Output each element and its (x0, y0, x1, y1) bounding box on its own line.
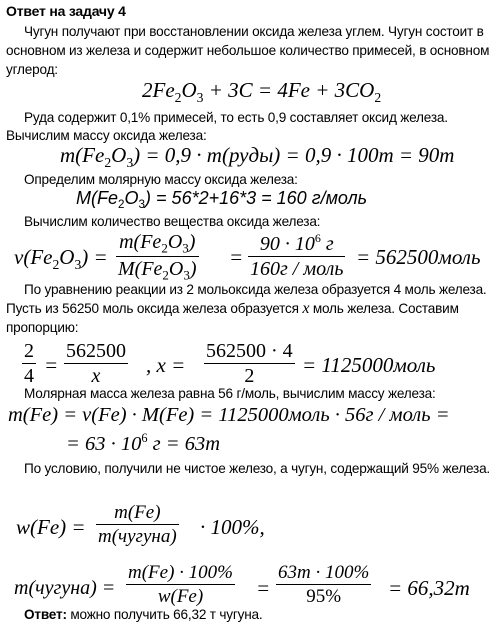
fraction-formula-tail: · 100%, (200, 515, 265, 539)
cast-iron-mass-numeric-numerator: 63m · 100% (278, 562, 370, 583)
fraction-bar (276, 584, 371, 585)
paragraph-cast-iron (6, 459, 494, 478)
fraction-bar (22, 363, 36, 364)
amount-fraction-symbolic (116, 232, 199, 282)
amount-result: = 562500моль (356, 245, 481, 269)
paragraph-mass-text: Вычислим массу оксида железа: (6, 128, 207, 143)
cast-iron-mass-lhs: m(чугуна) = (14, 577, 116, 599)
paragraph-iron-mass (6, 384, 494, 403)
paragraph-proportion-text-end: моль железа. Составим пропорцию: (6, 301, 459, 335)
amount-fraction-numeric-denominator: 160г / моль (250, 257, 344, 280)
proportion-fraction-right (64, 341, 128, 387)
amount-lhs: $\nu(Fe_2O_3)$ = (14, 245, 108, 272)
amount-fraction-numeric-numerator: $90 \cdot 10^6$ г (259, 231, 334, 255)
proportion-left-numerator: 2 (24, 340, 34, 362)
iron-mass-equation-line2: = $63 \cdot 10^6$ г = 63m (66, 431, 221, 455)
paragraph-iron-mass-text: Молярная масса железа равна 56 г/моль, вычислим массу железа: (24, 386, 436, 401)
cast-iron-mass-numeric-denominator: 95% (306, 585, 342, 607)
amount-fraction-symbolic-denominator: $M(Fe_2O_3)$ (118, 258, 197, 283)
paragraph-molar (6, 170, 494, 189)
cast-iron-mass-fraction-symbolic (126, 563, 235, 607)
proportion-right-denominator: x (91, 365, 101, 387)
fraction-bar (248, 256, 345, 257)
answer-label: Ответ: (24, 607, 67, 622)
fraction-bar (96, 524, 179, 525)
proportion-solution-numerator: 562500 · 4 (206, 340, 293, 362)
proportion-solution-denominator: 2 (244, 365, 255, 387)
fraction-bar (64, 363, 128, 364)
paragraph-proportion-text: По уравнению реакции из 2 мольоксида железа образуется 4 моль железа. Пусть из 56250 моль оксида железа образуется (6, 282, 487, 316)
paragraph-ore-text: Руда содержит 0,1% примесей, то есть 0,9 составляет оксид железа. (24, 110, 448, 125)
molar-mass-equation: $M(Fe_2O_3) = 56*2+16*3 = 160$ г/моль (76, 188, 368, 212)
paragraph-amount-text: Вычислим количество вещества оксида железа: (24, 214, 321, 229)
answer-line (6, 605, 494, 624)
paragraph-cast-iron-text: По условию, получили не чистое железо, а чугун, содержащий 95% железа. (24, 461, 491, 476)
paragraph-ore (6, 108, 494, 127)
proportion-fraction-solution (204, 341, 295, 387)
proportion-solve-label: , x = (146, 353, 186, 377)
variable-x: x (302, 300, 310, 317)
fraction-formula-lhs: w(Fe) = (16, 515, 86, 539)
fraction-bar (126, 584, 235, 585)
amount-fraction-numeric (248, 232, 345, 280)
proportion-left-denominator: 4 (24, 365, 34, 387)
paragraph-molar-text: Определим молярную массу оксида железа: (24, 172, 298, 187)
answer-text: можно получить 66,32 т чугуна. (70, 607, 263, 622)
fraction-formula-numerator: m(Fe) (114, 502, 161, 523)
cast-iron-mass-symbolic-denominator: w(Fe) (157, 585, 204, 607)
fraction-formula-denominator: m(чугуна) (98, 525, 177, 547)
fraction-bar (204, 363, 295, 364)
cast-iron-mass-fraction-numeric (276, 563, 371, 607)
proportion-result: = 1125000моль (302, 353, 436, 377)
proportion-fraction-left (22, 341, 36, 387)
cast-iron-mass-symbolic-numerator: m(Fe) · 100% (128, 562, 233, 583)
fraction-bar (116, 256, 199, 257)
iron-mass-equation-line1: m(Fe) = ν(Fe) · M(Fe) = 1125000моль · 56г / моль = (8, 404, 450, 426)
paragraph-amount (6, 212, 494, 231)
amount-fraction-symbolic-numerator: $m(Fe_2O_3)$ (119, 231, 196, 256)
reaction-equation: $2Fe_2O_3 + 3C = 4Fe + 3CO_2$ (142, 78, 382, 105)
paragraph-intro-text: Чугун получают при восстановлении оксида железа углем. Чугун состоит в основном из железа и содержит небольшое количество примесей, в основном углерод: (6, 24, 490, 77)
proportion-right-numerator: 562500 (66, 340, 126, 362)
paragraph-intro (6, 22, 494, 79)
cast-iron-mass-result: = 66,32m (388, 576, 470, 600)
equals-sign: = (44, 353, 59, 377)
equals-sign: = (229, 245, 244, 269)
fraction-formula-fraction (96, 503, 179, 547)
equals-sign: = (256, 576, 271, 600)
paragraph-proportion (6, 280, 494, 337)
oxide-mass-equation: $m(Fe_2O_3) = 0,9$ · m(руды) = 0,9 · 100m = 90m (60, 143, 455, 170)
page-title: Ответ на задачу 4 (6, 3, 126, 19)
